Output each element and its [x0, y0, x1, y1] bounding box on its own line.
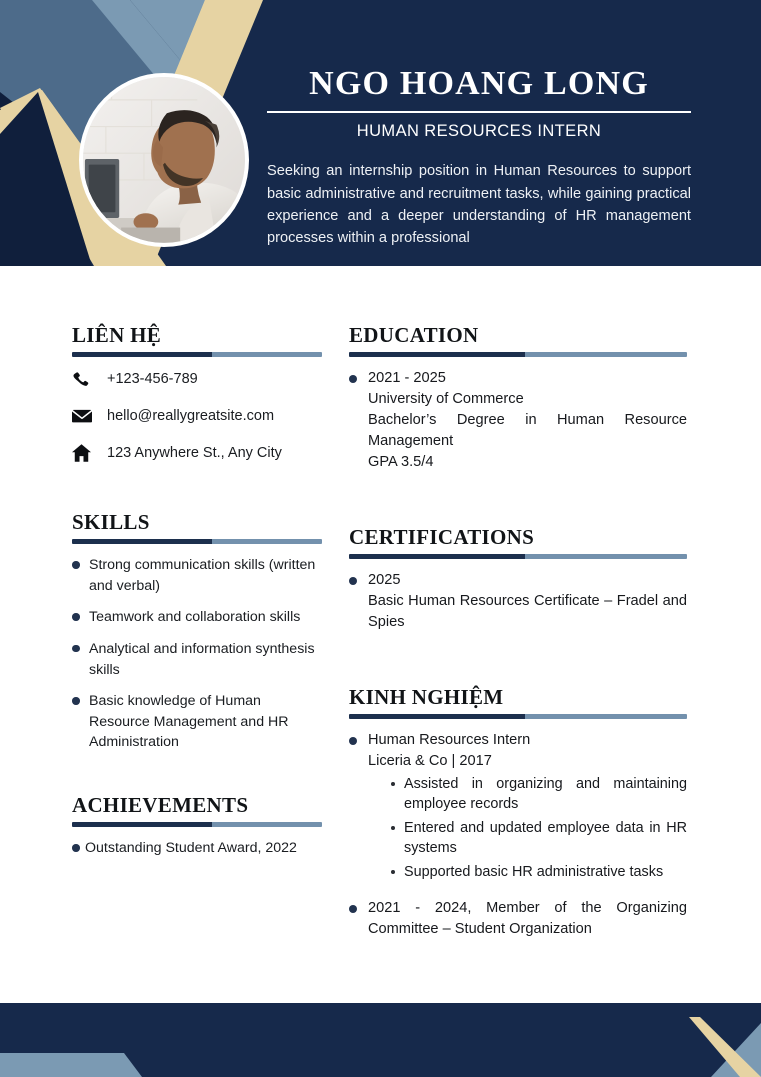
list-item: Supported basic HR administrative tasks — [390, 862, 687, 882]
envelope-icon — [72, 405, 98, 427]
header-text-block — [267, 66, 691, 250]
contact-email-value[interactable]: hello@reallygreatsite.com — [107, 408, 275, 425]
list-item: Entered and updated employee data in HR systems — [390, 818, 687, 859]
divider-light-segment — [212, 539, 322, 544]
divider-light-segment — [525, 352, 687, 357]
section-divider-certifications — [349, 554, 687, 559]
title-divider — [267, 111, 691, 114]
certification-entry — [349, 570, 687, 633]
list-item: Teamwork and collaboration skills — [72, 607, 322, 628]
page-title: NGO HOANG LONG — [309, 65, 649, 102]
divider-light-segment — [525, 714, 687, 719]
profile-summary: Seeking an internship position in Human Resources to support basic administrative and recruitment tasks, while gaining practical experience and a deeper understanding of HR management processes within a professional — [267, 163, 691, 247]
education-period: 2021 - 2025 — [368, 370, 446, 387]
experience-extra-entry — [349, 898, 687, 940]
section-title-skills: SKILLS — [72, 510, 150, 535]
experience-entry — [349, 730, 687, 882]
divider-dark-segment — [349, 352, 525, 357]
right-column — [349, 324, 687, 946]
certification-name: Basic Human Resources Certificate – Fradel and Spies — [368, 593, 687, 631]
header-banner — [0, 0, 761, 266]
section-divider-experience — [349, 714, 687, 719]
footer-banner — [0, 1003, 761, 1077]
section-certifications — [349, 526, 687, 633]
experience-duties-list — [368, 774, 687, 882]
left-column — [72, 324, 322, 870]
profile-photo — [83, 77, 245, 243]
education-gpa: GPA 3.5/4 — [368, 453, 434, 470]
list-item: Basic knowledge of Human Resource Management and HR Administration — [72, 691, 322, 753]
education-entry — [349, 368, 687, 472]
contact-address-value: 123 Anywhere St., Any City — [107, 445, 282, 462]
divider-dark-segment — [72, 539, 212, 544]
list-item: Analytical and information synthesis skills — [72, 639, 322, 680]
section-title-education: EDUCATION — [349, 323, 479, 347]
section-title-contact: LIÊN HỆ — [72, 323, 162, 347]
experience-company: Liceria & Co | 2017 — [368, 753, 492, 770]
section-education — [349, 324, 687, 472]
list-item: Strong communication skills (written and verbal) — [72, 555, 322, 596]
spacer — [349, 888, 687, 898]
section-title-achievements: ACHIEVEMENTS — [72, 792, 249, 817]
education-degree: Bachelor’s Degree in Human Resource Management — [368, 411, 687, 449]
divider-dark-segment — [72, 822, 212, 827]
avatar — [79, 73, 249, 247]
achievements-list — [72, 838, 322, 859]
divider-light-segment — [212, 822, 322, 827]
divider-light-segment — [212, 352, 322, 357]
section-divider-skills — [72, 539, 322, 544]
contact-row-email — [72, 405, 322, 427]
contact-row-address — [72, 442, 322, 464]
list-item: Assisted in organizing and maintaining employee records — [390, 774, 687, 815]
phone-icon — [72, 368, 98, 390]
divider-dark-segment — [72, 352, 212, 357]
skills-list — [72, 555, 322, 753]
section-title-experience: KINH NGHIỆM — [349, 685, 504, 710]
divider-dark-segment — [349, 714, 525, 719]
home-icon — [72, 442, 98, 464]
list-item: Outstanding Student Award, 2022 — [72, 838, 322, 859]
section-divider-achievements — [72, 822, 322, 827]
contact-row-phone — [72, 368, 322, 390]
section-divider-education — [349, 352, 687, 357]
section-title-certifications: CERTIFICATIONS — [349, 525, 535, 550]
section-achievements — [72, 794, 322, 859]
section-contact — [72, 324, 322, 464]
divider-dark-segment — [349, 554, 525, 559]
footer-decorative-shapes — [0, 1003, 761, 1077]
experience-extra-text: 2021 - 2024, Member of the Organizing Committee – Student Organization — [368, 900, 687, 937]
experience-role: Human Resources Intern — [368, 732, 531, 749]
section-skills — [72, 511, 322, 753]
certification-year: 2025 — [368, 572, 401, 589]
divider-light-segment — [525, 554, 687, 559]
education-school: University of Commerce — [368, 390, 524, 407]
section-divider-contact — [72, 352, 322, 357]
contact-phone-value[interactable]: +123-456-789 — [107, 371, 198, 388]
section-experience — [349, 686, 687, 940]
job-title: HUMAN RESOURCES INTERN — [356, 122, 602, 141]
